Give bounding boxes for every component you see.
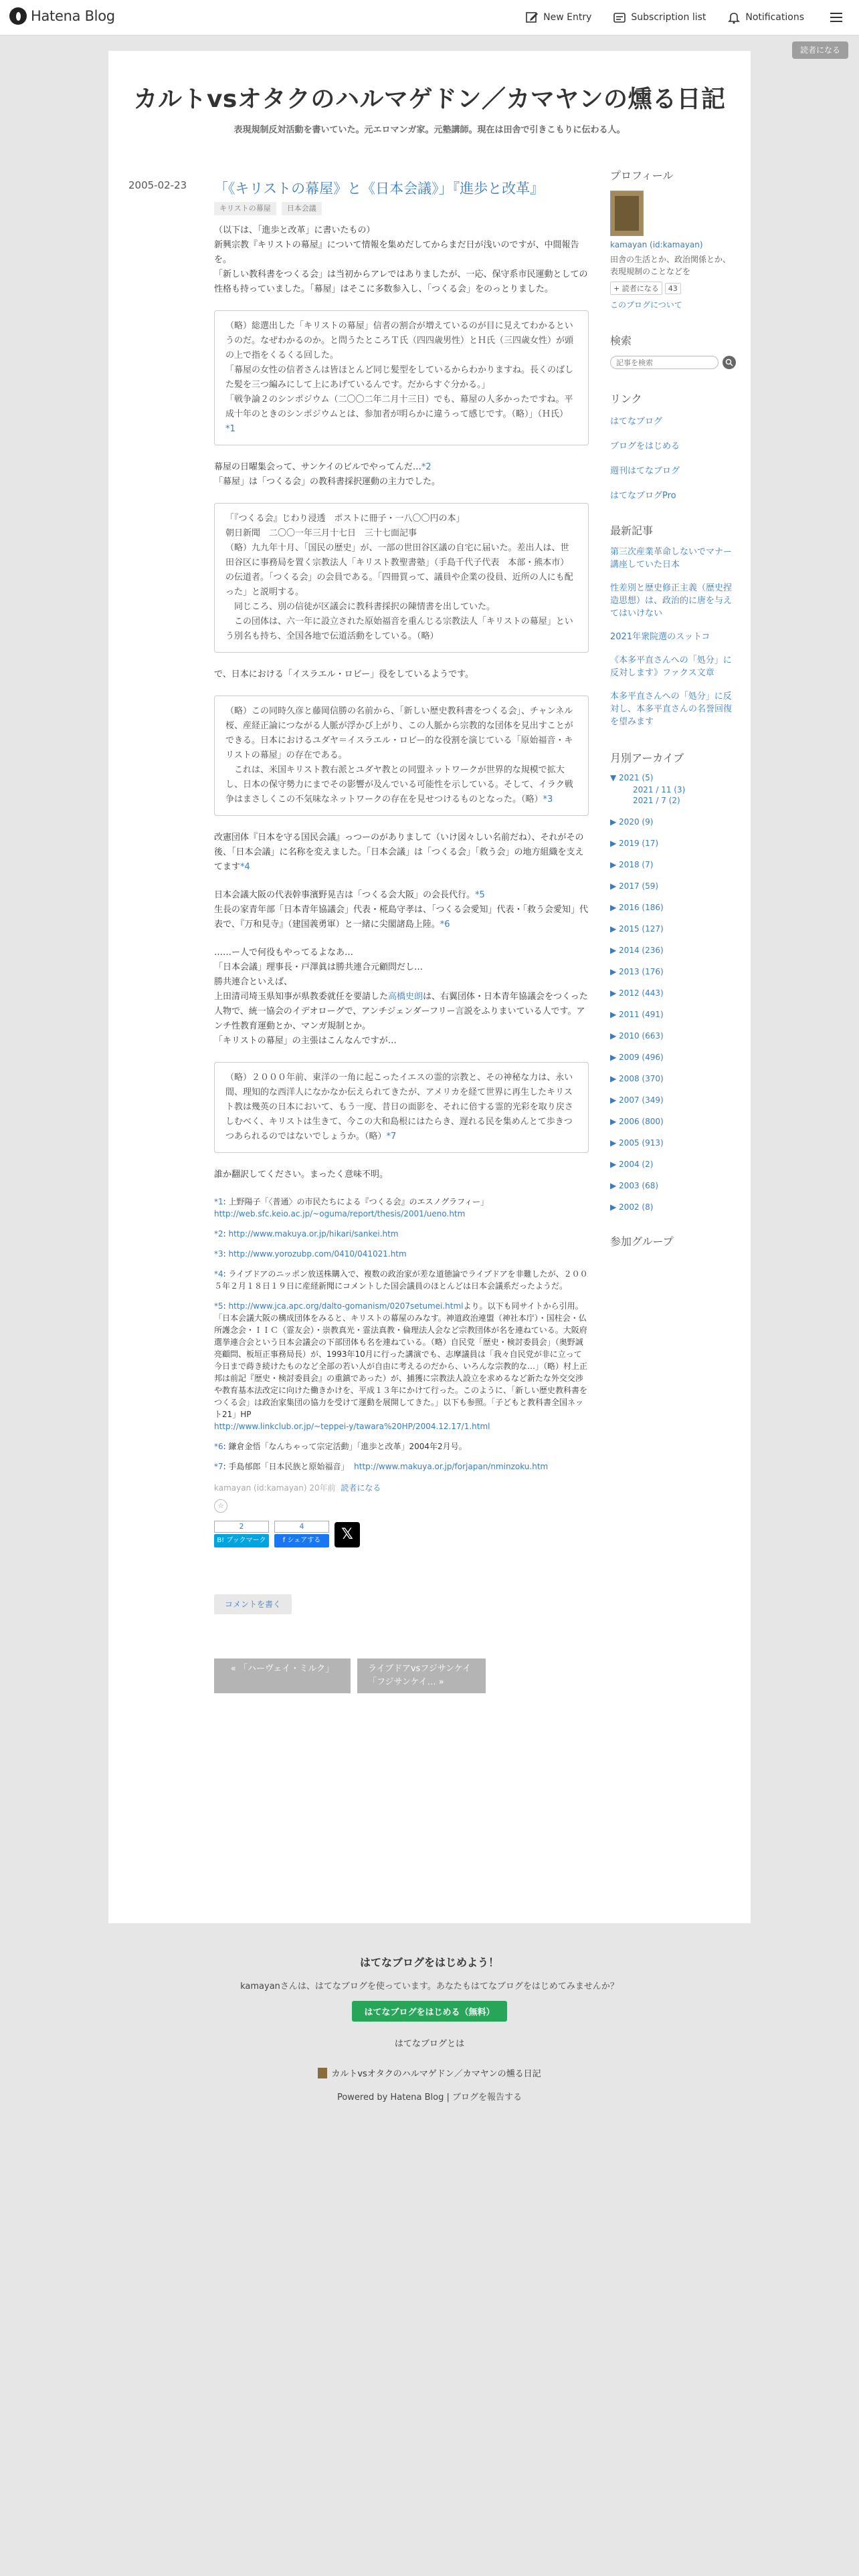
sidebar-link[interactable]: はてなブログPro <box>610 491 676 501</box>
paragraph <box>214 460 589 490</box>
footnote-url[interactable]: http://www.makuya.or.jp/hikari/sankei.htm <box>228 1229 399 1239</box>
quote-line: （略）２０００年前、東洋の一角に起こったイエスの霊的宗教と、その神秘な力は、永い間、理知的な西洋人になかなか伝えられてきたが、アメリカを経て世界に再生したキリスト教は幾英の日本において、もう一度、昔日の面影を、それに倍する霊的光彩を取り戻さしむべく、キリストは生きて、今この大和島根にはたらき、遅れる民を集めんとて歩きつつあられるのではないでしょうか。（略） <box>225 1073 573 1142</box>
footer-blog-link[interactable] <box>0 2066 859 2079</box>
quote-block <box>214 310 589 445</box>
sidebar-link[interactable]: はてなブログ <box>610 417 663 427</box>
archive-module <box>610 750 737 1212</box>
archive-year[interactable]: ▶ 2018 (7) <box>610 860 654 869</box>
footnotes <box>214 1196 589 1473</box>
text-line: で、日本における「イスラエル・ロビー」役をしているようです。 <box>214 669 474 679</box>
tag[interactable]: キリストの幕屋 <box>214 202 276 215</box>
notifications-label: Notifications <box>745 12 804 23</box>
footnote-num[interactable]: *4 <box>214 1269 223 1279</box>
new-entry-label: New Entry <box>543 12 592 23</box>
footnote-url[interactable]: http://www.makuya.or.jp/forjapan/nminzoku.htm <box>354 1462 549 1471</box>
module-title: 月別アーカイブ <box>610 752 684 764</box>
search-input[interactable] <box>610 356 719 369</box>
footnote-url[interactable]: http://www.linkclub.or.jp/~teppei-y/tawara%20HP/2004.12.17/1.html <box>214 1422 490 1431</box>
archive-year[interactable]: ▶ 2013 (176) <box>610 967 664 976</box>
star-icon: ☆ <box>217 1501 224 1510</box>
global-header <box>0 0 859 35</box>
paragraph <box>214 888 589 932</box>
footnote-text: : 手島郁郎「日本民族と原始福音」 <box>223 1462 349 1471</box>
facebook-share[interactable] <box>274 1521 329 1547</box>
hatena-blog-logo[interactable] <box>9 7 115 25</box>
quote-line: （略）この同時久彦と藤岡信勝の名前から、「新しい歴史教科書をつくる会」、チャンネル桜、産経正論につながる人脈が浮かび上がり、この人脈から宗教的な団体を見出すことができる。日本におけるユダヤ＝イスラエル・ロビー的な役割を演じている「原始福音・キリストの幕屋」の存在である。 <box>225 706 573 760</box>
footnote <box>214 1300 589 1432</box>
footnote <box>214 1228 589 1240</box>
promo-title: はてなブログをはじめよう！ <box>359 1956 499 1969</box>
sidebar-link[interactable]: ブログをはじめる <box>610 441 680 451</box>
archive-year[interactable]: ▶ 2004 (2) <box>610 1160 654 1169</box>
prev-entry-link[interactable]: « 「ハーヴェイ・ミルク」 <box>214 1658 351 1693</box>
archive-year[interactable]: ▶ 2009 (496) <box>610 1053 664 1062</box>
author-link[interactable]: kamayan (id:kamayan) <box>214 1483 307 1493</box>
footnote-url[interactable]: http://www.jca.apc.org/dalto-gomanism/0207setumei.html <box>228 1301 464 1311</box>
search-module <box>610 332 737 369</box>
blog-icon <box>318 2068 327 2078</box>
footnote-num[interactable]: *1 <box>214 1197 223 1206</box>
archive-year[interactable]: ▶ 2002 (8) <box>610 1202 654 1212</box>
archive-year[interactable]: ▶ 2019 (17) <box>610 839 659 848</box>
archive-year[interactable]: ▶ 2003 (68) <box>610 1181 659 1190</box>
footnote-text: より。以下も同サイトから引用。「日本会議大阪の構成団体をみると、キリストの幕屋のみなす。神道政治連盟（神社本庁）・国柱会・仏所護念会・ＩＩＣ（霊友会）・崇教真光・霊法真教・倫理法人会など宗教団体が名を連ねている。大阪府選挙連合会という日本会議会の下部団体も名を連ねている。（略）自民党「歴史・検討委員会」（奥野誠亮顧問、板垣正事務局長）が、1993年10月に行った講演でも、志摩議員は「我々自民党が非に立って今日まで蒔き続けたものなど全部の若い人が自由に考えるのだから、いろんな宗教的な…」（略）村上正邦は前記『歴史・検討委員会』の重鎮であった）が、捕獲に宗教法人設立を求めるなど新たな外交交渉や教育基本法改定に向けた働きかけを、平成１３年にかけて行った。このように、「新しい歴史教科書をつくる会」は政治家集団の協力を受けて運動を展開してきた。」以下も参照。「子どもと教科書全国ネット21」HP <box>214 1301 588 1419</box>
text-line: 誰か翻訳してください。まったく意味不明。 <box>214 1170 389 1180</box>
search-button[interactable] <box>723 356 736 369</box>
sidebar-link[interactable]: 週刊はてなブログ <box>610 466 680 476</box>
text-line: 幕屋の日曜集会って、サンケイのビルでやってんだ… <box>214 462 421 472</box>
quote-block <box>214 503 589 653</box>
quote-block <box>214 1062 589 1153</box>
text-line: 改憲団体『日本を守る国民会議』っつーのがありまして（いけ図々しい名前だね）、それがその後、「日本会議」に名称を変えました。「日本会議」は「つくる会」「救う会」の地方組織を支えてます <box>214 833 584 872</box>
tag[interactable]: 日本会議 <box>282 202 322 215</box>
subscribe-small-button[interactable]: + 読者になる <box>610 282 662 295</box>
footnote-num[interactable]: *7 <box>214 1462 223 1471</box>
footnote-text: : <box>223 1229 229 1239</box>
entry-tags <box>214 202 589 215</box>
add-star-button[interactable] <box>214 1499 227 1513</box>
start-blog-button[interactable]: はてなブログをはじめる（無料） <box>352 2001 506 2022</box>
footnote-text: : <box>223 1249 229 1259</box>
text-line: ……ー人で何役もやってるよなあ… <box>214 948 354 958</box>
footnote-link[interactable]: *4 <box>240 862 250 872</box>
blog-container <box>108 51 751 1923</box>
archive-year[interactable]: ▶ 2015 (127) <box>610 924 664 934</box>
pencil-icon <box>525 11 539 24</box>
quote-line <box>225 393 577 437</box>
footnote-link[interactable]: *5 <box>475 890 485 900</box>
recent-entry-link[interactable]: 2021年衆院選のスットコ <box>610 632 710 642</box>
archive-year[interactable]: ▶ 2012 (443) <box>610 988 664 998</box>
footnote-link[interactable]: *6 <box>440 920 450 930</box>
promo-text: kamayanさんは、はてなブログを使っています。あなたもはてなブログをはじめてみませんか？ <box>240 1981 619 1992</box>
paragraph <box>214 831 589 875</box>
module-title: 参加グループ <box>610 1235 674 1248</box>
archive-month[interactable]: 2021 / 7 (2) <box>633 796 680 805</box>
quote-line: 同じころ、別の信徒が区議会に教科書採択の陳情書を出していた。 <box>225 602 496 612</box>
quote-line: この団体は、六一年に設立された原始福音を重んじる宗教法人「キリストの幕屋」という別名も持ち、全国各地で伝道活動をしている。（略） <box>225 617 573 641</box>
next-entry-link[interactable]: ライブドアvsフジサンケイ「フジサンケイ… » <box>357 1658 486 1693</box>
sidebar <box>610 167 737 1270</box>
notifications-button[interactable] <box>727 11 804 24</box>
footnote-num[interactable]: *3 <box>214 1249 223 1259</box>
blog-header <box>108 80 751 135</box>
archive-year[interactable]: ▶ 2006 (800) <box>610 1117 664 1126</box>
recent-entry-link[interactable]: 性差別と歴史修正主義（歴史捏造思想）は、政治的に唐を与えてはいけない <box>610 583 733 619</box>
search-icon <box>725 358 733 366</box>
hatena-logo-icon <box>9 7 27 25</box>
recent-entry-link[interactable]: 《本多平直さんへの「処分」に反対します》ファクス文章 <box>610 655 732 678</box>
subscriber-count: 43 <box>665 283 681 294</box>
text-line: 生長の家青年部「日本青年協議会」代表・椛島守孝は、「つくる会愛知」代表・「救う会愛知」代表で、『万和見寺』（建国義勇軍）と一緒に尖閣諸島上陸。 <box>214 905 589 930</box>
links-module <box>610 391 737 501</box>
subscribe-link[interactable]: 読者になる <box>341 1483 381 1493</box>
subscription-icon <box>613 11 626 24</box>
entry-title[interactable]: 「《キリストの幕屋》と《日本会議》」『進歩と改革』 <box>214 181 545 197</box>
x-icon: 𝕏 <box>341 1526 353 1543</box>
facebook-share-button[interactable]: f シェアする <box>274 1534 329 1547</box>
profile-avatar[interactable] <box>610 191 644 236</box>
quote-line: （略）総選出した「キリストの幕屋」信者の割合が増えているのが目に見えてわかるというのだ。なぜわかるのか。と問うたところＴ氏（四四歳男性）とＨ氏（三四歳女性）が頭の上で指をくるくる回した。 <box>225 321 574 360</box>
entry-body <box>214 179 589 1693</box>
footnote <box>214 1461 589 1473</box>
quote-line: 「『つくる会』じわり浸透 ポストに冊子・一八〇〇円の本」 <box>225 514 465 524</box>
quote-line: （略）九九年十月、「国民の歴史」が、一部の世田谷区議の自宅に届いた。差出人は、世田谷区に事務局を置く宗教法人「キリスト教聖書塾」（手島千代子代表 本部・熊本市）の伝道者。「つくる会」の会員である。「四冊買って、議員や企業の役員、近所の人にも配った」と説明する。 <box>225 543 573 597</box>
profile-description: 田舎の生活とか、政治関係とか、表現規制のことなどを <box>610 255 731 276</box>
footnote <box>214 1196 589 1220</box>
footnote <box>214 1248 589 1260</box>
module-title: 最新記事 <box>610 524 654 537</box>
footnote-text: : 上野陽子「〈普通〉の市民たちによる『つくる会』のエスノグラフィー」 <box>223 1197 489 1206</box>
text-line: （以下は、「進歩と改革」に書いたもの） <box>214 225 375 235</box>
footnote-num[interactable]: *2 <box>214 1229 223 1239</box>
archive-year[interactable]: ▶ 2011 (491) <box>610 1010 664 1019</box>
footnote-link[interactable]: *2 <box>421 462 432 472</box>
footnote-text: : ライブドアのニッポン放送株購入で、複数の政治家が差な道徳論でライブドアを非難したが、２００５年２月１８日１９日に産経新聞にコメントした国会議員のほとんどは日本会議系だったようだ。 <box>214 1269 588 1291</box>
quote-text: 「戦争論２のシンポジウム（二〇〇二年二月十三日）でも、幕屋の人多かったですね。平成十年のときのシンポジウムとは、参加者が明らかに違うって感じです。（略）」（Ｈ氏） <box>225 395 573 419</box>
archive-year[interactable]: ▶ 2017 (59) <box>610 881 659 891</box>
paragraph <box>214 667 589 682</box>
entry-pager <box>214 1658 589 1693</box>
hatena-bookmark-share[interactable] <box>214 1521 269 1547</box>
quote-block <box>214 695 589 816</box>
text-line: は、右翼団体・日本青年協議会をつくった人物で、統一協会のイデオローグで、アンチジェンダーフリー言説をふりまいている人です。アンチ性教育運動とか、マンガ規制とか。 <box>214 992 588 1031</box>
keyword-link[interactable]: 高橋史朗 <box>388 992 423 1002</box>
archive-year[interactable]: ▼ 2021 (5) <box>610 773 654 782</box>
text-line: 日本会議大阪の代表幹事濱野晃吉は「つくる会大阪」の会長代行。 <box>214 890 476 900</box>
archive-year[interactable]: ▶ 2008 (370) <box>610 1074 664 1083</box>
footnote-text: : 鎌倉金悟「なんちゃって宗定活動」「進歩と改革」2004年2月号。 <box>223 1442 467 1451</box>
subscription-list-button[interactable] <box>613 11 706 24</box>
module-title: プロフィール <box>610 169 674 182</box>
powered-by[interactable]: Powered by Hatena Blog | ブログを報告する <box>337 2092 522 2103</box>
footnote-link[interactable]: *1 <box>225 424 235 434</box>
text-line: 「新しい教科書をつくる会」は当初からアレではありましたが、一応、保守系市民運動としての性格も持っていました。「幕屋」はそこに多数参入し、「つくる会」をのっとりました。 <box>214 270 588 294</box>
text-line: 上田清司埼玉県知事が県教委就任を要請した <box>214 992 389 1002</box>
subscription-label: Subscription list <box>631 12 706 23</box>
footnote-link[interactable]: *7 <box>386 1132 397 1142</box>
x-share-button[interactable] <box>335 1522 360 1547</box>
recent-entry-link[interactable]: 第三次産業革命しないでマナー講座していた日本 <box>610 547 733 570</box>
intro-paragraph <box>214 223 589 297</box>
logo-text: Hatena Blog <box>31 8 115 24</box>
footnote <box>214 1440 589 1453</box>
text-line: 「幕屋」は「つくる会」の教科書採択運動の主力でした。 <box>214 477 441 487</box>
footnote-num[interactable]: *5 <box>214 1301 223 1311</box>
quote-line: 「幕屋の女性の信者さんは皆ほとんど同じ髪型をしているからわかりますね。長くのばした髪を三つ編みにして上にあげているんです。だからすぐ分かる。」 <box>225 365 574 390</box>
footnote <box>214 1268 589 1292</box>
archive-year[interactable]: ▶ 2007 (349) <box>610 1095 664 1105</box>
text-line: 「キリストの幕屋」の主張はこんなんですが… <box>214 1036 397 1046</box>
bell-icon <box>727 11 741 24</box>
facebook-count: 4 <box>274 1521 329 1533</box>
footnote-url[interactable]: http://web.sfc.keio.ac.jp/~oguma/report/thesis/2001/ueno.htm <box>214 1209 466 1218</box>
archive-year[interactable]: ▶ 2005 (913) <box>610 1138 664 1148</box>
blog-description: 表現規制反対活動を書いていた。元エロマンガ家。元塾講師。現在は田舎で引きこもりに伝わる人。 <box>233 125 626 135</box>
about-hatena-link[interactable]: はてなブログとは <box>394 2039 465 2049</box>
subscribe-button[interactable]: 読者になる <box>792 41 848 59</box>
recent-entries-module <box>610 522 737 728</box>
paragraph <box>214 946 589 1049</box>
module-title: 検索 <box>610 334 632 347</box>
recent-entry-link[interactable]: 本多平直さんへの「処分」に反対し、本多平直さんの名誉回復を望みます <box>610 691 733 727</box>
module-title: リンク <box>610 393 642 405</box>
footnote-text: : <box>223 1301 229 1311</box>
footer-blog-title: カルトvsオタクのハルマゲドン／カマヤンの燻る日記 <box>331 2069 541 2079</box>
header-nav <box>525 0 859 35</box>
archive-year[interactable]: ▶ 2010 (663) <box>610 1031 664 1041</box>
archive-year[interactable]: ▶ 2016 (186) <box>610 903 664 912</box>
paragraph <box>214 1168 589 1182</box>
entry-ago[interactable]: 20年前 <box>309 1483 336 1493</box>
blog-title[interactable]: カルトvsオタクのハルマゲドン／カマヤンの燻る日記 <box>133 86 726 113</box>
entry-footer <box>214 1481 589 1495</box>
profile-user-link[interactable]: kamayan (id:kamayan) <box>610 240 703 249</box>
text-line: 「日本会議」理事長・戸澤眞は勝共連合元顧問だし… <box>214 962 423 972</box>
archive-month[interactable]: 2021 / 11 (3) <box>633 785 686 794</box>
profile-subscribe <box>610 282 737 295</box>
quote-line: 朝日新聞 二〇〇一年三月十七日 三十七面記事 <box>225 528 417 538</box>
footnote-link[interactable]: *3 <box>543 794 553 804</box>
share-buttons <box>214 1521 589 1547</box>
groups-module <box>610 1233 737 1249</box>
entry-date[interactable]: 2005-02-23 <box>128 179 187 191</box>
text-line: 新興宗教『キリストの幕屋』について情報を集めだしてからまだ日が浅いのですが、中間報告を。 <box>214 240 579 265</box>
archive-year[interactable]: ▶ 2020 (9) <box>610 817 654 827</box>
bookmark-button[interactable]: B! ブックマーク <box>214 1534 269 1547</box>
about-blog-link[interactable]: このブログについて <box>610 300 682 310</box>
bookmark-count[interactable]: 2 <box>214 1521 269 1533</box>
menu-icon[interactable] <box>828 9 844 25</box>
archive-year[interactable]: ▶ 2014 (236) <box>610 946 664 955</box>
new-entry-button[interactable] <box>525 11 591 24</box>
footnote-num[interactable]: *6 <box>214 1442 223 1451</box>
quote-line: これは、米国キリスト教右派とユダヤ教との同盟ネットワークが世界的な規模で拡大し、日本の保守勢力にまでその影響が及んでいる可能性を示している。そして、イラク戦争はまさしくこの不気味なネットワークの存在を見せつけるものとなった。（略） <box>225 765 573 804</box>
write-comment-button[interactable]: コメントを書く <box>214 1594 292 1614</box>
signup-promo <box>0 1954 859 2103</box>
profile-module <box>610 167 737 311</box>
text-line: 勝共連合といえば、 <box>214 977 293 987</box>
footnote-url[interactable]: http://www.yorozubp.com/0410/041021.htm <box>228 1249 407 1259</box>
